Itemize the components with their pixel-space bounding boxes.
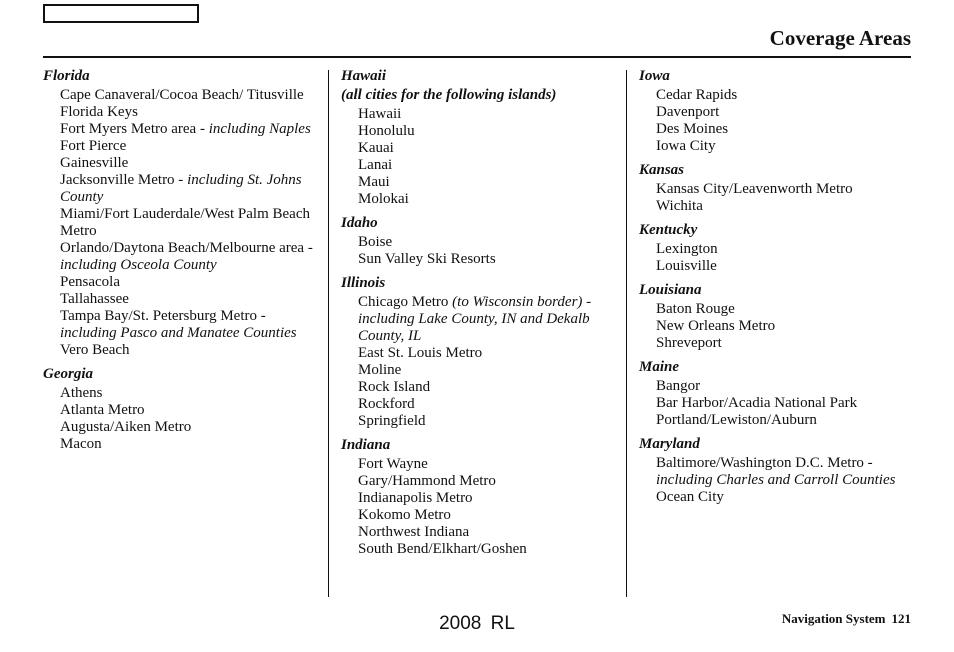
city-name: Cedar Rapids [656,87,738,103]
model-label: 2008 RL [439,613,515,634]
city-item [60,104,315,121]
city-item [656,241,911,258]
column-divider [626,70,627,597]
city-name: Kauai [358,140,394,156]
city-item [60,385,315,402]
footer-section-label: Navigation System [781,611,886,626]
city-name: Fort Myers Metro area - [60,121,209,137]
city-item [656,198,911,215]
city-list [43,385,315,453]
city-name: Moline [358,362,402,378]
city-item [358,456,619,473]
city-item [60,121,315,138]
city-item [656,301,911,318]
city-item [656,104,911,121]
city-item [656,318,911,335]
city-name: Maui [358,174,390,190]
city-name: Honolulu [358,123,415,139]
city-name: Augusta/Aiken Metro [60,419,192,435]
city-list [639,181,911,215]
city-item [60,155,315,172]
city-name: Northwest Indiana [358,524,470,540]
city-name: Bar Harbor/Acadia National Park [656,395,858,411]
coverage-column-3 [639,68,911,506]
state-heading: Iowa [639,68,670,84]
city-item [656,181,911,198]
city-name: Cape Canaveral/Cocoa Beach/ Titusville [60,87,304,103]
coverage-column-2 [341,68,619,558]
city-item [656,138,911,155]
city-list [639,241,911,275]
city-list [341,294,619,430]
city-name: Boise [358,234,393,250]
city-name: Athens [60,385,103,401]
city-name: Lanai [358,157,393,173]
city-name: Kokomo Metro [358,507,451,523]
city-name: East St. Louis Metro [358,345,483,361]
city-name: Fort Pierce [60,138,127,154]
city-name: Fort Wayne [358,456,428,472]
city-name: Springfield [358,413,426,429]
city-name: Ocean City [656,489,724,505]
city-note: including Charles and Carroll Counties [656,472,896,488]
city-item [60,274,315,291]
city-list [639,378,911,429]
city-name: Bangor [656,378,701,394]
city-note: including Naples [208,121,311,137]
page-title: Coverage Areas [769,26,911,50]
city-name: Gary/Hammond Metro [358,473,496,489]
city-note: including Pasco and Manatee Counties [60,325,297,341]
city-name: Vero Beach [60,342,130,358]
city-name: Davenport [656,104,720,120]
city-note: including Osceola County [60,257,217,273]
city-item [60,402,315,419]
city-name: Molokai [358,191,409,207]
city-name: Des Moines [656,121,729,137]
city-item [358,413,619,430]
state-heading: Indiana [341,437,391,453]
city-item [656,455,911,489]
state-heading: Illinois [341,275,386,291]
city-item [60,172,315,206]
column-divider [328,70,329,597]
city-item [656,395,911,412]
city-name: Sun Valley Ski Resorts [358,251,496,267]
city-list [341,106,619,208]
city-item [358,507,619,524]
city-item [60,206,315,240]
city-name: South Bend/Elkhart/Goshen [358,541,527,557]
city-name: Florida Keys [60,104,138,120]
city-name: Tallahassee [60,291,129,307]
city-name: Portland/Lewiston/Auburn [656,412,817,428]
city-item [358,541,619,558]
city-name: Macon [60,436,102,452]
city-list [639,301,911,352]
city-list [639,87,911,155]
city-name: Tampa Bay/St. Petersburg Metro - [60,308,266,324]
city-name: Rockford [358,396,415,412]
city-item [60,87,315,104]
city-item [60,342,315,359]
state-heading: Kentucky [639,222,698,238]
city-item [656,412,911,429]
city-list [341,234,619,268]
city-item [358,123,619,140]
city-name: Baton Rouge [656,301,735,317]
city-item [358,362,619,379]
section-tab-box [43,4,199,23]
city-item [358,473,619,490]
city-item [656,258,911,275]
city-name: Orlando/Daytona Beach/Melbourne area - [60,240,313,256]
city-item [358,140,619,157]
city-item [656,378,911,395]
city-name: New Orleans Metro [656,318,776,334]
state-heading: Maine [639,359,680,375]
city-name: Rock Island [358,379,431,395]
city-note: (to Wisconsin border) - including Lake County, IN and Dekalb County, IL [358,294,592,344]
state-subnote: (all cities for the following islands) [341,87,557,103]
city-item [358,157,619,174]
city-item [358,191,619,208]
city-name: Shreveport [656,335,722,351]
city-item [656,121,911,138]
city-item [358,379,619,396]
city-name: Hawaii [358,106,402,122]
city-name: Indianapolis Metro [358,490,473,506]
city-item [60,240,315,274]
city-note: including St. Johns County [60,172,302,205]
state-heading: Maryland [639,436,700,452]
city-item [656,489,911,506]
state-heading: Louisiana [639,282,702,298]
title-rule [43,56,911,58]
city-item [358,174,619,191]
city-name: Pensacola [60,274,120,290]
city-item [358,234,619,251]
state-heading: Hawaii [341,68,387,84]
city-name: Miami/Fort Lauderdale/West Palm Beach Metro [60,206,310,239]
city-name: Jacksonville Metro - [60,172,188,188]
city-list [639,455,911,506]
city-item [358,396,619,413]
city-name: Iowa City [656,138,716,154]
state-heading: Kansas [639,162,685,178]
city-item [60,138,315,155]
state-heading: Florida [43,68,90,84]
page-number: 121 [891,611,911,626]
city-name: Baltimore/Washington D.C. Metro - [656,455,873,471]
city-item [656,335,911,352]
city-item [60,419,315,436]
city-item [358,490,619,507]
city-name: Louisville [656,258,717,274]
city-list [341,456,619,558]
city-name: Chicago Metro [358,294,453,310]
city-name: Kansas City/Leavenworth Metro [656,181,853,197]
city-item [358,251,619,268]
city-name: Lexington [656,241,718,257]
city-name: Wichita [656,198,703,214]
city-item [60,308,315,342]
state-heading: Georgia [43,366,93,382]
city-item [60,436,315,453]
city-item [358,106,619,123]
city-item [358,294,619,345]
state-heading: Idaho [341,215,378,231]
coverage-column-1 [43,68,315,453]
city-name: Atlanta Metro [60,402,145,418]
city-item [358,345,619,362]
city-item [60,291,315,308]
city-name: Gainesville [60,155,129,171]
city-item [656,87,911,104]
city-list [43,87,315,359]
city-item [358,524,619,541]
